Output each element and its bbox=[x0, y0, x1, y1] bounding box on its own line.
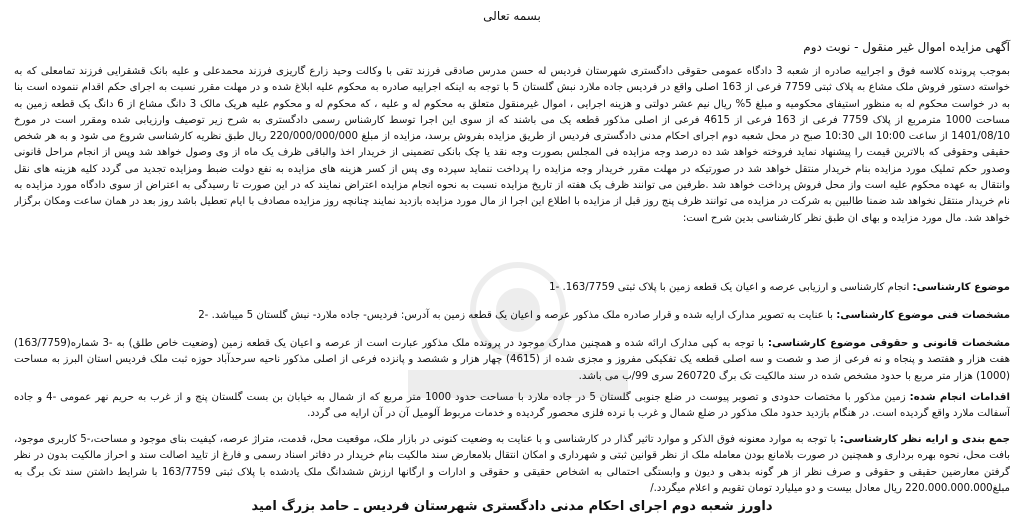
section-conclusion bbox=[14, 432, 1010, 496]
section-actions-label: اقدامات انجام شده: bbox=[909, 392, 1010, 403]
section-actions-text: زمین مذکور با مختصات حدودی و تصویر پیوست در ضلع جنوبی گلستان 5 در جاده ملارد با مساحت حدود 1000 متر مربع که از شمال به خیابان بن بست گلستان پنج و از غرب به حریم نهر عمومی -4 و جاده آسفالت ملارد واقع گردیده است. در هنگام بازدید حدود ملک مذکور در ضلع شمال و غرب با نرده فلزی محصور گردیده و خدمات مربوط آلومیل آن در آن ارایه می گردد. bbox=[14, 392, 1010, 420]
section-legal-text: با توجه به کپی مدارک ارائه شده و همچنین مدارک موجود در پرونده ملک مذکور عبارت است از عرصه و اعیان یک قطعه زمین (وضعیت خاص طلق) به -3 شماره(163/7759) هفت هزار و هفتصد و پنجاه و نه فرعی از صد و شصت و سه اصلی قطعه یک تفکیکی مفروز و مجزی شده از (4615) چهار هزار و ششصد و پانزده فرعی از اصلی مذکور ناحیه سرحدآباد حوزه ثبت ملک فردیس استان البرز به مساحت (1000) هزار متر مربع با حدود مشخص شده در سند مالکیت تک برگ 260720 سری 99/ب می باشد. bbox=[14, 338, 1010, 382]
section-subject bbox=[14, 280, 1010, 296]
notice-document bbox=[8, 0, 1016, 525]
section-conclusion-text: با توجه به موارد معنونه فوق الذکر و موارد تاثیر گذار در کارشناسی و با عنایت به وضعیت کنونی در بازار ملک، موقعیت محل، قدمت، متراژ عرصه، کیفیت بنای موجود و مساحت،-5 کاربری موجود، بافت محل، نحوه بهره برداری و همچنین در صورت بلامانع بودن معامله ملک از نظر قوانین ثبتی و شهرداری و امکان انتقال بلامعارض سند مالکیت بنام خریدار در دفاتر اسناد رسمی و فارغ از تایید اصالت سند و احراز مالکیت بدون در نظر گرفتن معارضین حقیقی و حقوقی و صرف نظر از هر گونه بدهی و دیون و وابستگی احتمالی به اشخاص حقیقی و حقوقی و ادارات و ارگانها ارزش ششدانگ ملک یادشده با پلاک ثبتی 163/7759 با شرایط داشتن سند تک برگ به مبلغ220.000.000.000 ریال معادل بیست و دو میلیارد تومان تقویم و اعلام میگردد./ bbox=[14, 434, 1010, 494]
watermark-logo bbox=[388, 250, 648, 410]
section-actions bbox=[14, 390, 1010, 424]
signature-line: داورز شعبه دوم اجرای احکام مدنی دادگستری شهرستان فردیس ـ حامد بزرگ امید bbox=[251, 499, 773, 514]
bismillah: بسمه تعالی bbox=[483, 9, 541, 23]
notice-title: آگهی مزایده اموال غیر منقول - نوبت دوم bbox=[803, 40, 1010, 54]
section-conclusion-label: جمع بندی و ارایه نظر کارشناسی: bbox=[839, 434, 1010, 445]
section-legal-label: مشخصات قانونی و حقوقی موضوع کارشناسی: bbox=[767, 338, 1010, 349]
section-subject-text: انجام کارشناسی و ارزیابی عرصه و اعیان یک قطعه زمین با پلاک ثبتی 163/7759. -1 bbox=[549, 282, 910, 293]
section-subject-label: موضوع کارشناسی: bbox=[912, 282, 1010, 293]
section-legal bbox=[14, 336, 1010, 384]
intro-paragraph: بموجب پرونده کلاسه فوق و اجراییه صادره از شعبه 3 دادگاه عمومی حقوقی دادگستری شهرستان فردیس له حسن مدرس صادقی فرزند تقی با وکالت وحید زارع گاریزی فرزند محمدعلی و علیه بانک قشقرایی فرزند تمامعلی که به خواسته دستور فروش ملک مشاع به پلاک ثبتی 7759 فرعی از 163 اصلی واقع در فردیس جاده ملارد نبش گلستان 5 با توجه به اینکه اجراییه صادره به محکوم علیه ابلاغ شده و در مهلت مقرر نسبت به اجرای حکم اقدام ننموده است بنا به در خواست محکوم له به منظور استیفای محکومیه و مبلغ 5% ریال نیم عشر دولتی و هزینه اجرایی ، اموال غیرمنقول متعلق به محکوم له و علیه ، که محکوم له و محکوم علیه هریک مالک 3 دانگ مشاع از 6 دانگ یک قطعه زمین به مساحت 1000 مترمربع از پلاک 7759 فرعی از 163 فرعی از 4615 فرعی از اصلی مذکور قطعه یک می باشند که از سوی این اجرا توسط کارشناس رسمی دادگستری به شرح زیر توصیف وارزیابی شده ومقرر است در مورخ 1401/08/10 از ساعت 10:00 الی 10:30 صبح در محل شعبه دوم اجرای احکام مدنی دادگستری فردیس از طریق مزایده بفروش برسد، مزایده از مبلغ 220/000/000/000 ریال طبق نظریه کارشناسی شروع می شود و به هر شخص حقیقی وحقوقی که بالاترین قیمت را پیشنهاد نماید فروخته خواهد شد ده درصد وجه مزایده فی المجلس بصورت وجه نقد یا چک بانکی تضمینی از خریدار اخذ والباقی ظرف یک ماه از وی وصول خواهد شد وپس از انجام مراحل قانونی وصدور حکم تملیک مورد مزایده بنام خریدار منتقل خواهد شد در صورتیکه در مهلت مقرر خریدار وجه مزایده را پرداخت ننماید سپرده وی پس از کسر هزینه های مزایده به نفع دولت ضبط ومزایده تجدید می گردد کلیه هزینه های نقل وانتقال به عهده محکوم علیه است واز محل فروش پرداخت خواهد شد .طرفین می توانند ظرف یک هفته از تاریخ مزایده نسبت به نحوه انجام مزایده اعتراض نمایند که در این صورت تا رسیدگی به اعتراض از سوی دادگاه مورد مزایده به نام خریدار منتقل نخواهد شد ضمنا طالبین به شرکت در مزایده می توانند ظرف پنج روز قبل از مزایده با اطلاع این اجرا از مال مورد مزایده بازدید نمایند چنانچه روز مزایده مصادف با ایام تعطیل باشد روز بعد در همان ساعت ومکان برگزار خواهد شد. مال مورد مزایده و بهای ان طبق نظر کارشناسی بدین شرح است: bbox=[14, 66, 1010, 224]
section-technical-label: مشخصات فنی موضوع کارشناسی: bbox=[836, 310, 1010, 321]
section-technical-text: با عنایت به تصویر مدارک ارایه شده و قرار صادره ملک مذکور عرصه و اعیان یک قطعه زمین به آدرس: فردیس- جاده ملارد- نبش گلستان 5 میباشد. -2 bbox=[198, 310, 833, 321]
section-technical bbox=[14, 308, 1010, 324]
